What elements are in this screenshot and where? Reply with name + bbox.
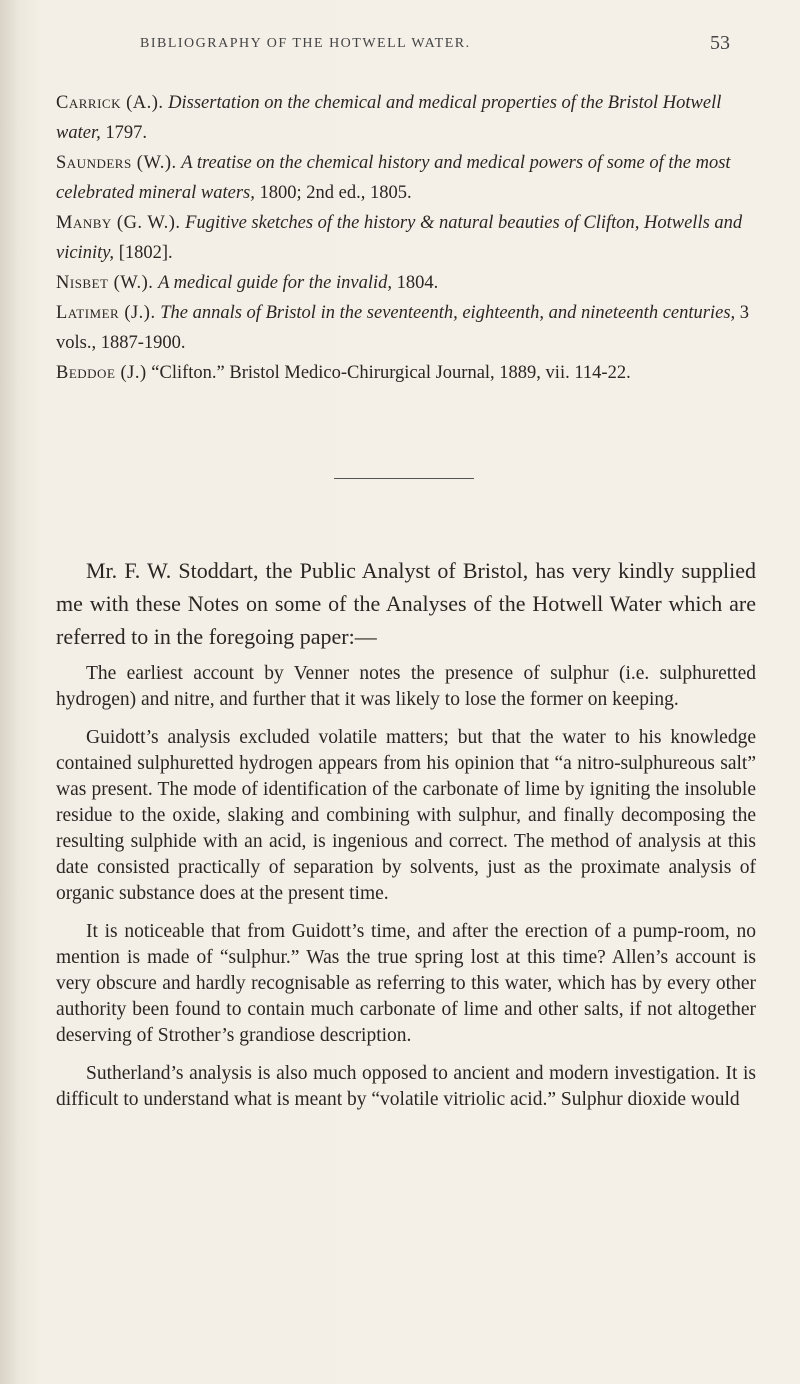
bibliography-entry: [56, 358, 756, 388]
entry-details: 3 vols., 1887-1900.: [56, 303, 750, 353]
entry-author: Beddoe (J.): [56, 363, 147, 383]
entry-title: Dissertation on the chemical and medical properties of the Bristol Hotwell water,: [56, 93, 722, 143]
entry-title: A medical guide for the invalid,: [158, 273, 393, 293]
entry-author: Saunders (W.).: [56, 153, 177, 173]
entry-details: 1800; 2nd ed., 1805.: [254, 183, 412, 203]
entry-details: [1802].: [114, 243, 173, 263]
entry-author: Nisbet (W.).: [56, 273, 154, 293]
bibliography-entry: [56, 208, 756, 268]
notes-paragraph: The earliest account by Venner notes the presence of sulphur (i.e. sulphuretted hydrogen) and nitre, and further that it was likely to lose the former on keeping.: [56, 663, 756, 710]
entry-author: Carrick (A.).: [56, 93, 164, 113]
entry-author: Manby (G. W.).: [56, 213, 181, 233]
bibliography-entry: [56, 148, 756, 208]
page-number: 53: [710, 32, 730, 54]
entry-details: “Clifton.” Bristol Medico-Chirurgical Journal, 1889, vii. 114-22.: [151, 363, 631, 383]
entry-author: Latimer (J.).: [56, 303, 156, 323]
notes-paragraph: It is noticeable that from Guidott’s time, and after the erection of a pump-room, no mention is made of “sulphur.” Was the true spring lost at this time? Allen’s account is very obscure and hardly recognisable as referring to this water, which has by every other authority been found to contain much carbonate of lime and other salts, if not altogether deserving of Strother’s grandiose description.: [56, 921, 756, 1046]
entry-details: 1804.: [392, 273, 439, 293]
notes-paragraph: Sutherland’s analysis is also much opposed to ancient and modern investigation. It is difficult to understand what is meant by “volatile vitriolic acid.” Sulphur dioxide would: [56, 1063, 756, 1110]
bibliography-entry: [56, 298, 756, 358]
bibliography-entry: [56, 88, 756, 148]
bibliography-list: [56, 88, 756, 388]
analyst-notes: [56, 554, 756, 1125]
notes-paragraph: Guidott’s analysis excluded volatile matters; but that the water to his knowledge contained sulphuretted hydrogen appears from his opinion that “a nitro-sulphureous salt” was present. The mode of identification of the carbonate of lime by igniting the insoluble residue to the oxide, slaking and combining with sulphur, and finally decomposing the resulting sulphide with an acid, is ingenious and correct. The method of analysis at this date consisted practically of separation by solvents, just as the proximate analysis of organic substance does at the present time.: [56, 727, 756, 904]
entry-details: 1797.: [100, 123, 147, 143]
bibliography-entry: [56, 268, 756, 298]
notes-intro: Mr. F. W. Stoddart, the Public Analyst of Bristol, has very kindly supplied me with these Notes on some of the Analyses of the Hotwell Water which are referred to in the foregoing paper:—: [56, 558, 756, 649]
entry-title: The annals of Bristol in the seventeenth, eighteenth, and nineteenth centuries,: [160, 303, 736, 323]
running-title: BIBLIOGRAPHY OF THE HOTWELL WATER.: [140, 36, 471, 51]
section-divider: [334, 478, 474, 479]
running-header: [140, 32, 730, 54]
entry-title: Fugitive sketches of the history & natural beauties of Clifton, Hotwells and vicinity,: [56, 213, 743, 263]
entry-title: A treatise on the chemical history and medical powers of some of the most celebrated mineral waters,: [56, 153, 731, 203]
